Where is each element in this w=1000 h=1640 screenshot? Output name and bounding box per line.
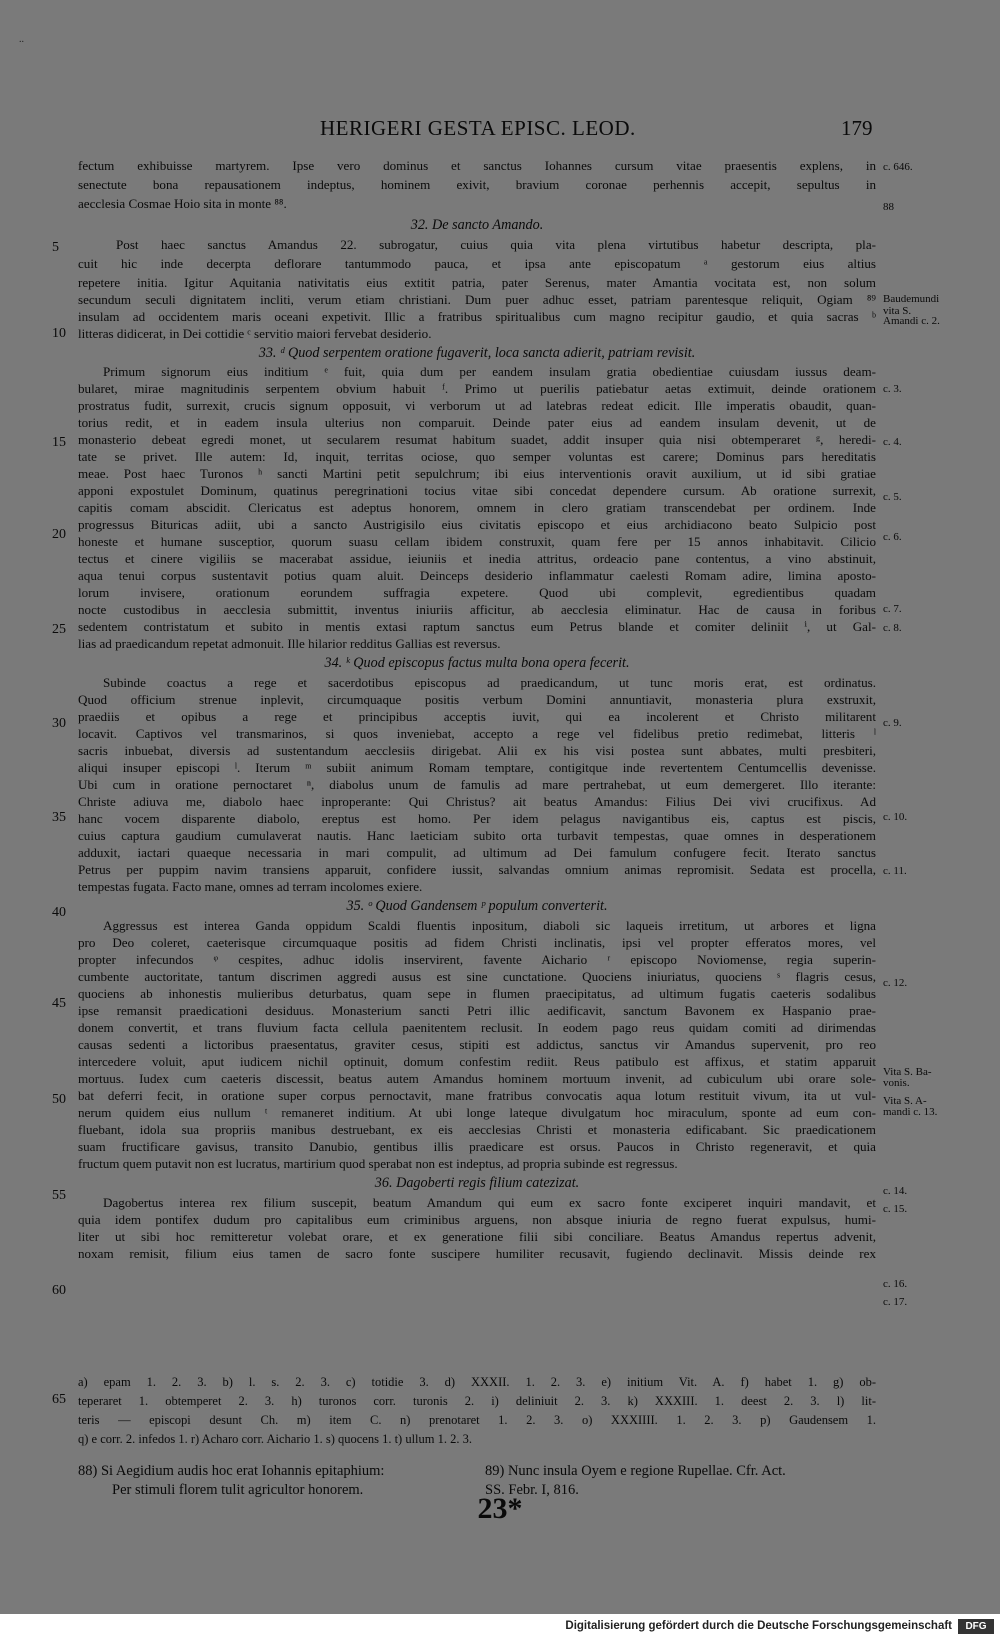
margin-note: mandi c. 13. (883, 1106, 938, 1118)
text-line: meae. Post haec Turonos ʰ sancti Martini petit sepulchrum; ibi eius interventionis oravit auxilium, ut id sibi gratiae (78, 466, 876, 481)
dfg-logo: DFG (958, 1619, 994, 1634)
margin-note: c. 7. (883, 603, 902, 615)
margin-note: c. 16. (883, 1278, 908, 1290)
text-line: senectute bona repausationem indeptus, hominem exivit, bravium coronae perhennis accepit, sepultus in (78, 177, 876, 192)
text-line: torius redit, et in eadem insula ulterius non comparuit. Deinde pater eius ad eandem insulam devenit, ut de (78, 415, 876, 430)
text-line: litteras didicerat, in Dei cottidie ᶜ servitio maiori fervebat desiderio. (78, 326, 432, 341)
line-number: 50 (52, 1092, 66, 1107)
text-line: mortuus. Iudex cum caeteris discessit, beatus autem Amandus hominem mortuum invenit, ad cubiculum ubi orare sole- (78, 1071, 876, 1086)
text-line: Subinde coactus a rege et sacerdotibus episcopus ad praedicandum, ut tunc moris erat, est ordinatus. (103, 675, 876, 690)
margin-note: c. 9. (883, 717, 902, 729)
text-line: quia idem pontifex dudum pro capitalibus eum criminibus arguens, non absque iniuria de regno fuerat expulsus, humi- (78, 1212, 876, 1227)
text-line: noxam remisit, filium eius tamen de sacro fonte suscipere humiliter recusavit, fugiendo declinavit. Missis deinde rex (78, 1246, 876, 1261)
chapter-heading: 34. ᵏ Quod episcopus factus multa bona opera fecerit. (324, 655, 630, 671)
line-number: 30 (52, 716, 66, 731)
margin-note: Vita S. Ba- (883, 1066, 932, 1078)
line-number: 45 (52, 996, 66, 1011)
line-number: 25 (52, 622, 66, 637)
text-line: causas sedenti a lictoribus praesentatus, graviter cesus, stipiti est addictus, sanctus vir Amandus supervenit, pro reo (78, 1037, 876, 1052)
text-line: progressus Bituricas adiit, ubi a sancto Austrigisilo eius civitatis episcopo et eius archidiacono beato Sulpicio post (78, 517, 876, 532)
text-line: sedentem contristatum et subito in mentis extasi raptum sanctus eum Petrus blande et comiter deliniit ⁱ, ut Gal- (78, 619, 876, 634)
apparatus-line: teperaret 1. obtemperet 2. 3. h) turonos corr. turonis 2. i) deliniuit 2. 3. k) XXXIII. 1. deest 2. 3. l) lit- (78, 1394, 876, 1408)
line-number: 5 (52, 240, 59, 255)
text-line: intercedere voluit, aput iudicem nichil optinuit, domum confestim rediit. Reus patibulo est affixus, et statim apparuit (78, 1054, 876, 1069)
text-line: Post haec sanctus Amandus 22. subrogatur, cuius quia vita plena virtutibus habetur descripta, pla- (116, 237, 876, 252)
text-line: ipse remansit praedicationi desiduus. Monasterium sancti Petri illic aedificavit, sanctum Bavonem ex Haspanio prae- (78, 1003, 876, 1018)
text-line: liter ut sibi hoc remitteretur volebat orare, et ex generatione filii sibi conciliare. Beatus Amandus repertus advenit, (78, 1229, 876, 1244)
editor-note: 89) Nunc insula Oyem e regione Rupellae. Cfr. Act. (485, 1463, 786, 1479)
editor-note: Per stimuli florem tulit agricultor honorem. (112, 1482, 364, 1498)
text-line: locavit. Captivos vel transmarinos, si quos inveniebat, accepto a rege vel fidelibus pretio redimebat, litteris ˡ (78, 726, 876, 741)
text-line: nerum quidem eius nullum ᵗ remaneret inditium. At ubi longe lateque divulgatum hoc miraculum, sponte ad eum con- (78, 1105, 876, 1120)
margin-note: c. 8. (883, 622, 902, 634)
margin-note: 88 (883, 201, 894, 213)
margin-note: c. 17. (883, 1296, 908, 1308)
text-line: quociens ab inhonestis mulieribus deturbatus, quam sepe in flumen praecipitatus, ad ultimum fugatis caeteris sodalibus (78, 986, 876, 1001)
text-line: prostratus fudit, surrexit, crucis signum opposuit, vi verborum ut ad latebras redeat edicit. Ille imperatis obaudit, quan- (78, 398, 876, 413)
text-line: suam fructificare gavisus, transito Danubio, gentibus illis praedicare est orsus. Paucos in Christo regeneravit, et quia (78, 1139, 876, 1154)
text-line: pro Deo coleret, caeterisque circumquaque positis ad fidem Christi inclinatis, ipsi vel propter efferatos mores, vel (78, 935, 876, 950)
text-line: apponi expostulet Dominum, quatinus peregrinationi tocius vitae sibi concedat dependere cursum. Ab oratione surrexit, (78, 483, 876, 498)
editor-note: 88) Si Aegidium audis hoc erat Iohannis epitaphium: (78, 1463, 385, 1479)
apparatus-line: teris — episcopi desunt Ch. m) item C. n) prenotaret 1. 2. 3. o) XXXIIII. 1. 2. 3. p) Gaudensem 1. (78, 1413, 876, 1427)
text-line: propter infecundos ᵠ cespites, adhuc idolis inservirent, favente Aichario ʳ episcopo Noviomense, regia superin- (78, 952, 876, 967)
text-line: Ubi cum in oratione pernoctaret ⁿ, diabolus unum de famulis ad mare pertrahebat, ut eum demergeret. Illo iterante: (78, 777, 876, 792)
margin-note: Amandi c. 2. (883, 315, 940, 327)
text-line: tectus et cinere vigiliis se macerabat assidue, ieiuniis et inedia attritus, ordeacio pane contentus, a vino abstinuit, (78, 551, 876, 566)
text-line: repetere initia. Igitur Aquitania nativitatis eius extitit patria, pater Serenus, mater Amantia vocitata est, non solum (78, 275, 876, 290)
text-line: Quod officium strenue inplevit, circumquaque positis verbum Domini annuntiavit, monasteria plura exstruxit, (78, 692, 876, 707)
funding-credit: Digitalisierung gefördert durch die Deutsche Forschungsgemeinschaft (565, 1620, 952, 1632)
chapter-heading: 35. ᵒ Quod Gandensem ᵖ populum converterit. (346, 898, 608, 914)
text-line: sacris inbuebat, diversis ad sustentandum aecclesiis dirigebat. Alii ex his visi postea sunt abbates, multi presbiteri, (78, 743, 876, 758)
margin-note: c. 5. (883, 491, 902, 503)
text-line: aliqui insuper episcopi ˡ. Iterum ᵐ subiit animum Romam temptare, contigitque inde revertentem Centumcellis devenisse. (78, 760, 876, 775)
text-line: bat deferri fecit, in oratione super corpus pernoctavit, mane fratribus convocatis aqua lotum restituit vivum, ita ut vul- (78, 1088, 876, 1103)
text-line: tate se privet. Ille autem: Id, inquit, territas ociose, quo semper voluntas est carere; Dominus pars hereditatis (78, 449, 876, 464)
line-number: 65 (52, 1392, 66, 1407)
margin-note: c. 12. (883, 977, 908, 989)
text-line: aecclesia Cosmae Hoio sita in monte ⁸⁸. (78, 196, 287, 211)
editor-note: SS. Febr. I, 816. (485, 1482, 579, 1498)
text-line: nocte custodibus in aecclesia submittit, inventus iniuriis afficitur, ab aecclesia eliminatur. Hac de causa in foribus (78, 602, 876, 617)
footer-bar (0, 1614, 1000, 1640)
margin-note: vonis. (883, 1077, 910, 1089)
chapter-heading: 32. De sancto Amando. (410, 217, 544, 233)
margin-note: c. 11. (883, 865, 907, 877)
chapter-heading: 33. ᵈ Quod serpentem oratione fugaverit, loca sancta adierit, patriam revisit. (258, 345, 696, 361)
running-title: HERIGERI GESTA EPISC. LEOD. (320, 116, 636, 140)
text-line: lias ad praedicandum repetat admonuit. Ille hilarior redditus Gallias est reversus. (78, 636, 501, 651)
margin-note: Vita S. A- (883, 1095, 927, 1107)
text-line: honeste et humane susceptior, quorum suasu cellam ibidem construxit, quam fere per 15 annos inhabitavit. Cilicio (78, 534, 876, 549)
text-line: praediis et opibus a rege et principibus acceptis iuvit, qui ea incolerent et Christo militarent (78, 709, 876, 724)
text-line: hanc vocem disparente diabolo, ereptus est homo. Per idem pelagus navigantibus eis, captus est piscis, (78, 811, 876, 826)
text-line: fructum quem putavit non est lucratus, martirium quod sperabat non est indeptus, ad propria subinde est regressus. (78, 1156, 678, 1171)
text-line: fectum exhibuisse martyrem. Ipse vero dominus et sanctus Iohannes cursum vitae praesentis explens, in (78, 158, 876, 173)
margin-note: c. 6. (883, 531, 902, 543)
margin-note: c. 4. (883, 436, 902, 448)
text-line: lorum invisere, orationum eorundem suffragia expetere. Quod ubi complevit, egredientibus quadam (78, 585, 876, 600)
apparatus-line: q) e corr. 2. infedos 1. r) Acharo corr. Aichario 1. s) quocens 1. t) ullum 1. 2. 3. (78, 1432, 473, 1446)
text-line: fluebant, idola sua propriis manibus destruebant, ex eis aecclesias Christi et monasteria edificabant. Sic praedicationem (78, 1122, 876, 1137)
text-line: cuius captura gaudium cumulaverat nautis. Hanc laeticiam subito orta turbavit tempestas, quae omnes in desperationem (78, 828, 876, 843)
apparatus-line: a) epam 1. 2. 3. b) l. s. 2. 3. c) totidie 3. d) XXXII. 1. 2. 3. e) initium Vit. A. f) habet 1. g) ob- (78, 1375, 876, 1389)
margin-note: c. 15. (883, 1203, 908, 1215)
line-number: 20 (52, 527, 66, 542)
chapter-heading: 36. Dagoberti regis filium catezizat. (374, 1175, 580, 1191)
text-line: capitis comam abscidit. Clericatus est adeptus honorem, omnem in clero gratiam transcendebat per ordinem. Inde (78, 500, 876, 515)
text-line: Petrus per puppim navim transiens apparuit, confidere iussit, salvandas omnium animas repromisit. Sedata est procella, (78, 862, 876, 877)
margin-note: c. 646. (883, 161, 913, 173)
text-line: secundum seculi dignitatem incliti, verum etiam christiani. Dum puer adhuc esset, patriam parentesque reliquit, Ogiam ⁸⁹ (78, 292, 876, 307)
line-number: 35 (52, 810, 66, 825)
corner-mark: .. (19, 34, 24, 45)
margin-note: Baudemundi (883, 293, 940, 305)
text-line: cumbente auctoritate, tantum discrimen aggredi ausus est sine cunctatione. Quociens iniuriatus, quociens ˢ flagris cesus, (78, 969, 876, 984)
text-line: Primum signorum eius inditium ᵉ fuit, quia dum per eandem insulam gratia obedientiae cuiusdam iussus deam- (103, 364, 876, 379)
margin-note: vita S. (883, 305, 912, 317)
margin-note: c. 14. (883, 1185, 908, 1197)
text-line: adduxit, iactari quaeque necessaria in mari compulit, ad ultimum ad Dei famulum confugere fecit. Iterato sanctus (78, 845, 876, 860)
line-number: 15 (52, 435, 66, 450)
text-line: cuit hic inde decerpta deflorare tantummodo pauca, et ipsa ante episcopatum ᵃ gestorum eius altius (78, 256, 876, 271)
margin-note: c. 3. (883, 383, 902, 395)
text-line: insulam ad occidentem maris oceani expetivit. Illic a fratribus spiritualibus cum magno recipitur gaudio, et quia sacras ᵇ (78, 309, 876, 324)
margin-note: c. 10. (883, 811, 908, 823)
text-line: tempestas fugata. Facto mane, omnes ad terram incolomes exiere. (78, 879, 423, 894)
page-number: 179 (841, 116, 873, 140)
text-line: Aggressus est interea Ganda oppidum Scaldi fluentis inpositum, diaboli sic laqueis irretitum, ut arbores et ligna (103, 918, 876, 933)
line-number: 40 (52, 905, 66, 920)
text-line: monasterio debeat egredi monet, ut secularem resumat habitum suadet, addit insuper quia nisi obtemperaret ᵍ, heredi- (78, 432, 876, 447)
signature-mark: 23* (477, 1492, 523, 1525)
line-number: 60 (52, 1283, 66, 1298)
text-line: bularet, mirae magnitudinis serpentem obvium habuit ᶠ. Primo ut puerilis patiebatur aetas extimuit, deinde orationem (78, 381, 876, 396)
text-line: aqua tenui corpus sustentavit potius quam aluit. Deinceps desiderio inflammatur caelesti Romam adire, limina aposto- (78, 568, 876, 583)
text-line: donem convertit, et trans fluvium facta cellula paenitentem reclusit. In eodem pago reus quidam comiti ad dirimendas (78, 1020, 876, 1035)
line-number: 10 (52, 326, 66, 341)
text-line: Dagobertus interea rex filium suscepit, beatum Amandum qui eum ex sacro fonte exciperet inquiri mandavit, et (103, 1195, 876, 1210)
line-number: 55 (52, 1188, 66, 1203)
text-line: Christe adiuva me, diabolo haec inproperante: Qui Christus? ait beatus Amandus: Filius Dei vivi crucifixus. Ad (78, 794, 876, 809)
